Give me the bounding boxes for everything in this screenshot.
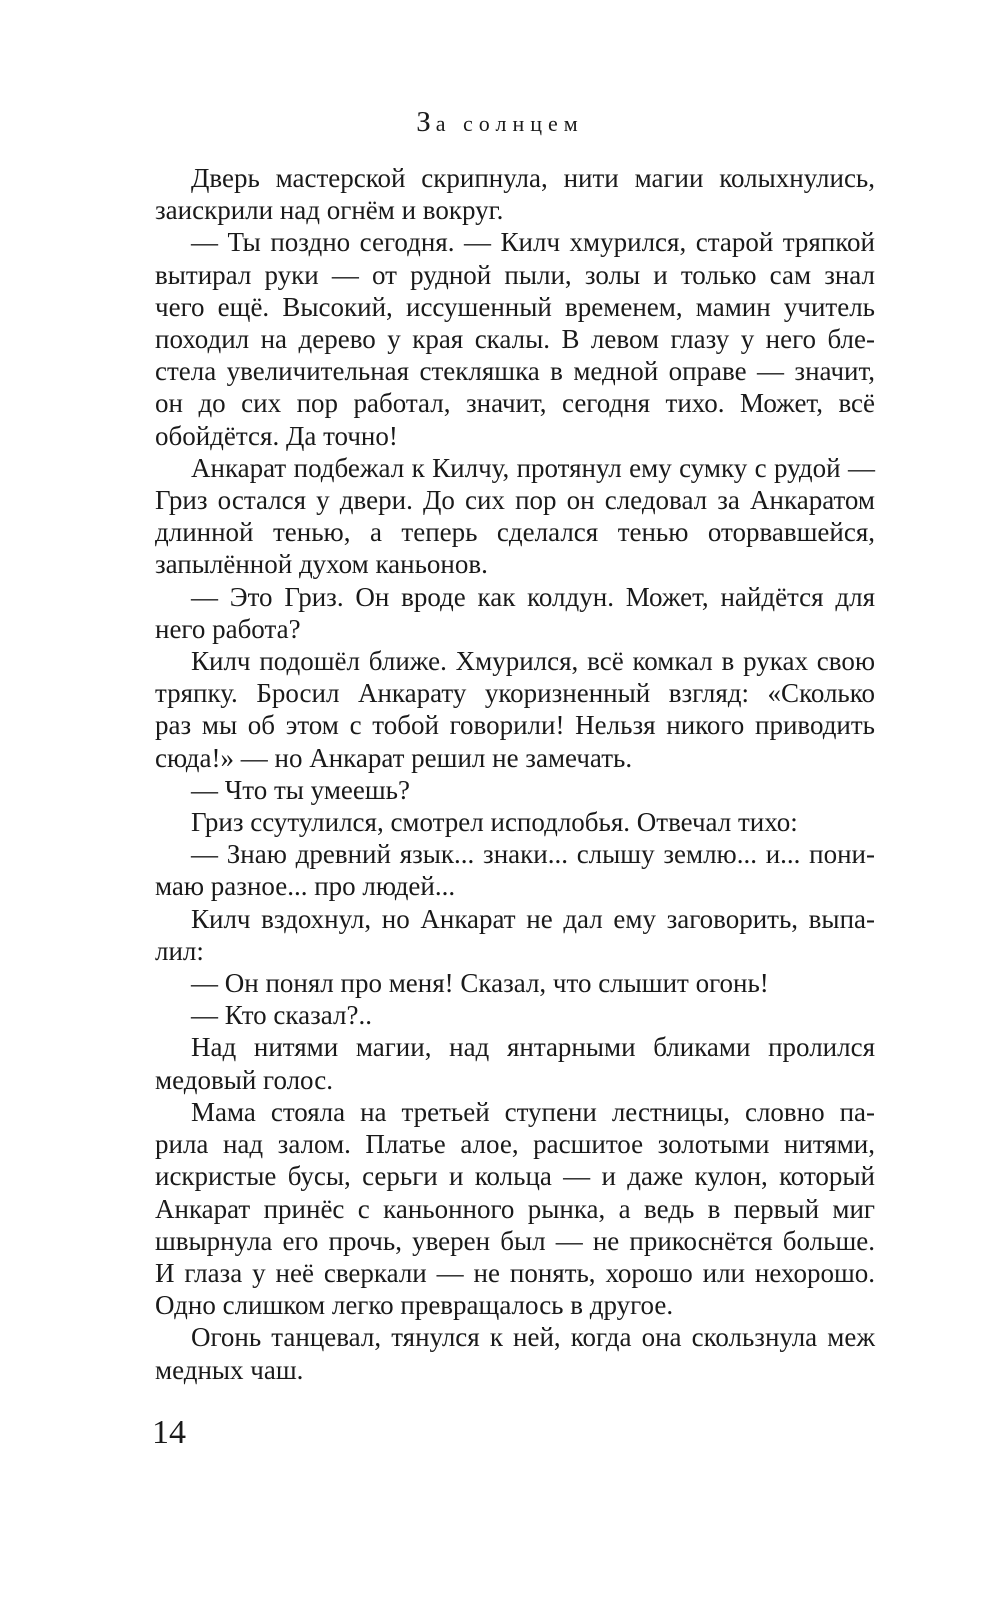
text-line: рила над залом. Платье алое, расшитое золотыми нитями, — [155, 1129, 875, 1160]
text-line: Гриз ссутулился, смотрел исподлобья. Отвечал тихо: — [191, 807, 798, 838]
page-number: 14 — [152, 1414, 186, 1451]
text-line: Анкарат подбежал к Килчу, протянул ему сумку с рудой — — [191, 452, 875, 483]
text-line: И глаза у неё сверкали — не понять, хорошо или нехорошо. — [155, 1257, 875, 1288]
text-line: походил на дерево у края скалы. В левом глазу у него бле- — [155, 324, 875, 355]
text-line: заискрили над огнём и вокруг. — [155, 195, 504, 226]
body-text — [155, 162, 875, 1386]
text-line: — Знаю древний язык... знаки... слышу землю... и... пони- — [191, 839, 875, 870]
text-line: Дверь мастерской скрипнула, нити магии колыхнулись, — [191, 163, 875, 193]
text-line: Над нитями магии, над янтарными бликами пролился — [191, 1032, 875, 1063]
text-line: маю разное... про людей... — [155, 871, 456, 902]
text-line: — Кто сказал?.. — [191, 1000, 372, 1031]
text-line: раз мы об этом с тобой говорили! Нельзя никого приводить — [155, 710, 875, 741]
text-line: — Ты поздно сегодня. — Килч хмурился, старой тряпкой — [191, 227, 875, 258]
text-line: Мама стояла на третьей ступени лестницы, словно па- — [191, 1096, 875, 1127]
text-line: — Это Гриз. Он вроде как колдун. Может, найдётся для — [191, 581, 875, 612]
text-line: — Что ты умеешь? — [191, 774, 410, 805]
text-line: Килч вздохнул, но Анкарат не дал ему заговорить, выпа- — [191, 903, 875, 934]
text-line: лил: — [155, 935, 204, 966]
text-line: швырнула его прочь, уверен был — не прикоснётся больше. — [155, 1225, 875, 1256]
text-line: Килч подошёл ближе. Хмурился, всё комкал в руках свою — [191, 646, 875, 677]
text-line: запылённой духом каньонов. — [155, 549, 488, 580]
running-head-rest: а солнцем — [435, 111, 584, 136]
text-line: — Он понял про меня! Сказал, что слышит огонь! — [191, 968, 769, 999]
text-line: он до сих пор работал, значит, сегодня тихо. Может, всё — [155, 388, 875, 419]
text-line: обойдётся. Да точно! — [155, 420, 398, 451]
text-line: медовый голос. — [155, 1064, 333, 1095]
text-line: медных чаш. — [155, 1354, 304, 1385]
text-line: Анкарат принёс с каньонного рынка, а ведь в первый миг — [155, 1193, 875, 1224]
text-line: длинной тенью, а теперь сделался тенью оторвавшейся, — [155, 517, 875, 548]
text-line: Огонь танцевал, тянулся к ней, когда она скользнула меж — [191, 1322, 875, 1353]
text-line: сюда!» — но Анкарат решил не замечать. — [155, 742, 633, 773]
text-line: Гриз остался у двери. До сих пор он следовал за Анкаратом — [155, 485, 875, 516]
running-head-initial: З — [416, 106, 436, 138]
text-line: тряпку. Бросил Анкарату укоризненный взгляд: «Сколько — [155, 678, 875, 709]
text-line: вытирал руки — от рудной пыли, золы и только сам знал — [155, 259, 875, 290]
text-line: чего ещё. Высокий, иссушенный временем, мамин учитель — [155, 291, 875, 322]
text-line: него работа? — [155, 613, 301, 644]
text-line: Одно слишком легко превращалось в другое. — [155, 1290, 674, 1321]
running-head — [0, 106, 1000, 139]
text-line: стела увеличительная стекляшка в медной оправе — значит, — [155, 356, 875, 387]
text-line: искристые бусы, серьги и кольца — и даже кулон, который — [155, 1161, 875, 1192]
